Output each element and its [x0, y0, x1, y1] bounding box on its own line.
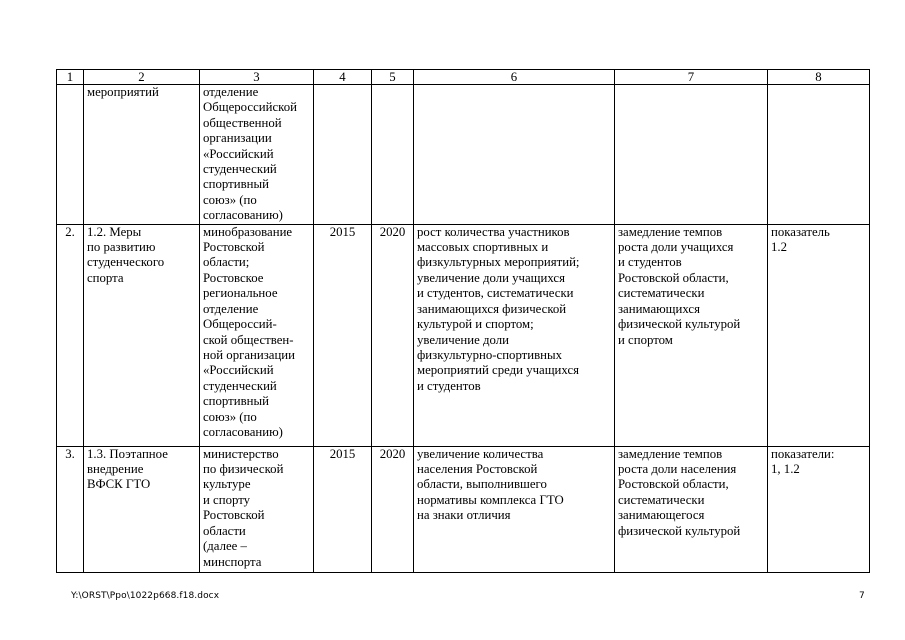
- executor-line: Общероссийской: [203, 100, 297, 115]
- expected-result-line: мероприятий среди учащихся: [417, 363, 580, 378]
- measure-name-line: ВФСК ГТО: [87, 477, 151, 492]
- start-year-cell: 2015: [314, 446, 372, 572]
- executor-cell: [200, 446, 314, 572]
- expected-result-line: и студентов: [417, 378, 481, 393]
- column-header: 6: [414, 70, 615, 85]
- column-header: 7: [615, 70, 768, 85]
- related-indicator-cell: [768, 85, 870, 225]
- executor-line: культуре: [203, 477, 251, 492]
- expected-result-line: массовых спортивных и: [417, 240, 549, 255]
- executor-line: союз» (по: [203, 192, 257, 207]
- non-implementation-consequence-line: замедление темпов: [618, 446, 723, 461]
- non-implementation-consequence-line: систематически: [618, 286, 705, 301]
- expected-result-line: увеличение доли учащихся: [417, 270, 565, 285]
- non-implementation-consequence-line: роста доли учащихся: [618, 240, 734, 255]
- non-implementation-consequence-line: замедление темпов: [618, 224, 723, 239]
- expected-result-line: физкультурно-спортивных: [417, 347, 563, 362]
- related-indicator-cell: [768, 446, 870, 572]
- column-header: 3: [200, 70, 314, 85]
- executor-line: отделение: [203, 85, 259, 99]
- non-implementation-consequence-line: и спортом: [618, 332, 673, 347]
- row-number-cell: [57, 85, 84, 225]
- measure-name-line: студенческого: [87, 255, 165, 270]
- measure-name-cell: [84, 85, 200, 225]
- executor-line: согласованию): [203, 424, 283, 439]
- related-indicator-cell: [768, 224, 870, 446]
- start-year-cell: 2015: [314, 224, 372, 446]
- non-implementation-consequence-cell: [615, 85, 768, 225]
- measure-name-line: спорта: [87, 270, 124, 285]
- column-header: 5: [372, 70, 414, 85]
- executor-cell: [200, 85, 314, 225]
- non-implementation-consequence-line: занимающихся: [618, 301, 700, 316]
- executor-line: ской обществен-: [203, 332, 294, 347]
- expected-result-cell: [414, 224, 615, 446]
- measure-name-line: 1.2. Меры: [87, 224, 142, 239]
- table-row: [57, 85, 870, 225]
- non-implementation-consequence-line: систематически: [618, 492, 705, 507]
- executor-line: спортивный: [203, 394, 269, 409]
- related-indicator-line: 1.2: [771, 240, 787, 255]
- non-implementation-consequence-line: физической культурой: [618, 523, 741, 538]
- non-implementation-consequence-line: Ростовской области,: [618, 270, 729, 285]
- row-number-cell: 2.: [57, 224, 84, 446]
- executor-line: спортивный: [203, 177, 269, 192]
- measure-name-cell: [84, 224, 200, 446]
- column-number-row: [57, 70, 870, 85]
- executor-line: ной организации: [203, 347, 295, 362]
- expected-result-line: нормативы комплекса ГТО: [417, 492, 564, 507]
- expected-result-line: области, выполнившего: [417, 477, 547, 492]
- page-number: 7: [859, 591, 865, 601]
- measure-name-line: 1.3. Поэтапное: [87, 446, 168, 461]
- table-row: [57, 224, 870, 446]
- column-header: 4: [314, 70, 372, 85]
- executor-line: области: [203, 523, 246, 538]
- executor-line: общественной: [203, 115, 282, 130]
- expected-result-line: физкультурных мероприятий;: [417, 255, 580, 270]
- executor-line: студенческий: [203, 378, 277, 393]
- expected-result-line: культурой и спортом;: [417, 317, 534, 332]
- expected-result-line: и студентов, систематически: [417, 286, 574, 301]
- start-year-cell: [314, 85, 372, 225]
- executor-line: и спорту: [203, 492, 251, 507]
- non-implementation-consequence-line: роста доли населения: [618, 462, 737, 477]
- non-implementation-consequence-line: физической культурой: [618, 317, 741, 332]
- table-row: [57, 446, 870, 572]
- end-year-cell: 2020: [372, 446, 414, 572]
- executor-line: региональное: [203, 286, 278, 301]
- executor-cell: [200, 224, 314, 446]
- executor-line: «Российский: [203, 146, 274, 161]
- expected-result-line: на знаки отличия: [417, 508, 511, 523]
- executor-line: Общероссий-: [203, 317, 277, 332]
- measure-name-line: мероприятий: [87, 85, 159, 99]
- executor-line: области;: [203, 255, 250, 270]
- non-implementation-consequence-cell: [615, 446, 768, 572]
- expected-result-cell: [414, 446, 615, 572]
- column-header: 8: [768, 70, 870, 85]
- executor-line: организации: [203, 131, 272, 146]
- column-header: 2: [84, 70, 200, 85]
- expected-result-line: занимающихся физической: [417, 301, 567, 316]
- expected-result-cell: [414, 85, 615, 225]
- executor-line: Ростовской: [203, 240, 265, 255]
- executor-line: минобразование: [203, 224, 293, 239]
- executor-line: минспорта: [203, 554, 262, 569]
- end-year-cell: 2020: [372, 224, 414, 446]
- executor-line: Ростовское: [203, 270, 264, 285]
- executor-line: студенческий: [203, 162, 277, 177]
- non-implementation-consequence-line: занимающегося: [618, 508, 705, 523]
- executor-line: отделение: [203, 301, 259, 316]
- executor-line: по физической: [203, 462, 284, 477]
- expected-result-line: увеличение доли: [417, 332, 509, 347]
- end-year-cell: [372, 85, 414, 225]
- expected-result-line: увеличение количества: [417, 446, 544, 461]
- program-table: [56, 69, 870, 573]
- expected-result-line: рост количества участников: [417, 224, 570, 239]
- executor-line: союз» (по: [203, 409, 257, 424]
- executor-line: Ростовской: [203, 508, 265, 523]
- file-path: Y:\ORST\Ppo\1022p668.f18.docx: [71, 591, 220, 601]
- related-indicator-line: показатели:: [771, 446, 835, 461]
- non-implementation-consequence-line: и студентов: [618, 255, 682, 270]
- non-implementation-consequence-line: Ростовской области,: [618, 477, 729, 492]
- executor-line: министерство: [203, 446, 279, 461]
- executor-line: (далее –: [203, 539, 247, 554]
- measure-name-line: по развитию: [87, 240, 156, 255]
- related-indicator-line: показатель: [771, 224, 830, 239]
- measure-name-line: внедрение: [87, 462, 144, 477]
- executor-line: «Российский: [203, 363, 274, 378]
- expected-result-line: населения Ростовской: [417, 462, 538, 477]
- executor-line: согласованию): [203, 208, 283, 223]
- related-indicator-line: 1, 1.2: [771, 462, 800, 477]
- non-implementation-consequence-cell: [615, 224, 768, 446]
- row-number-cell: 3.: [57, 446, 84, 572]
- measure-name-cell: [84, 446, 200, 572]
- column-header: 1: [57, 70, 84, 85]
